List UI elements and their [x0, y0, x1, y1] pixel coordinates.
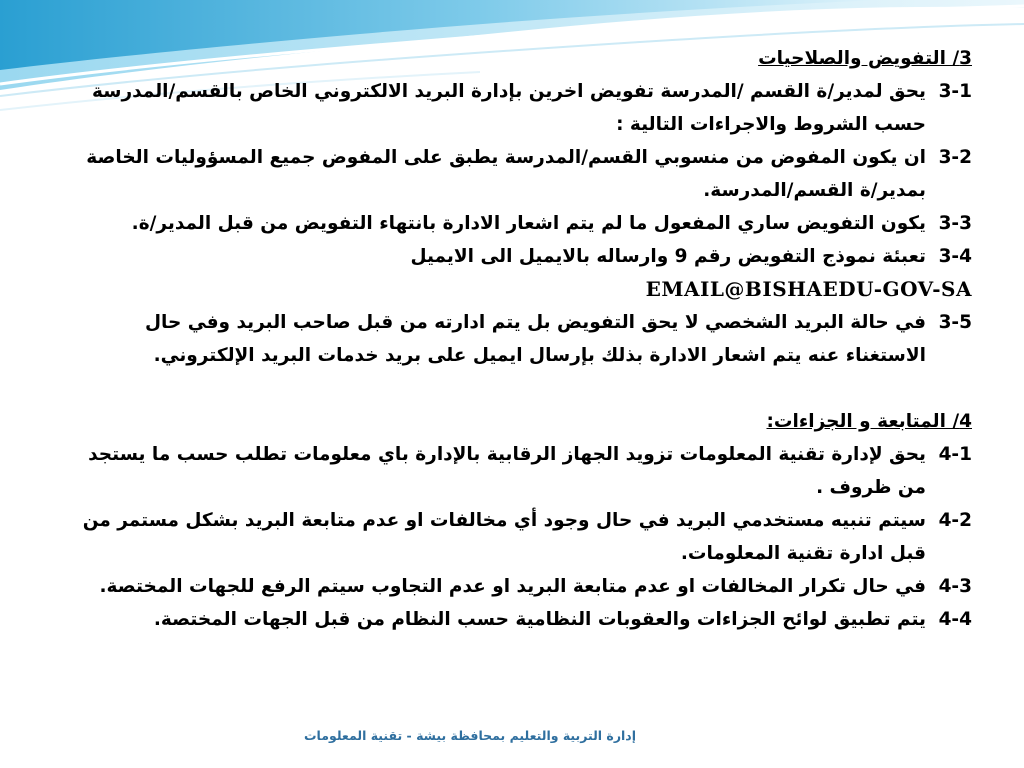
list-item-4-2 — [70, 504, 972, 570]
document-content — [70, 42, 972, 636]
item-number: 3-1 — [938, 81, 972, 102]
item-number: 3-5 — [938, 312, 972, 333]
item-number: 3-4 — [938, 246, 972, 267]
item-number: 4-3 — [938, 576, 972, 597]
list-item-4-4 — [70, 603, 972, 636]
list-item-3-4 — [70, 240, 972, 273]
item-text: يحق لإدارة تقنية المعلومات تزويد الجهاز الرقابية بالإدارة باي معلومات تطلب حسب ما يستجد من ظروف . — [88, 444, 926, 498]
item-text: ان يكون المفوض من منسوبي القسم/المدرسة يطبق على المفوض جميع المسؤوليات الخاصة بمدير/ة القسم/المدرسة. — [86, 147, 926, 201]
footer-text: إدارة التربية والتعليم بمحافظة بيشة - تقنية المعلومات — [304, 728, 636, 743]
item-number: 4-1 — [938, 444, 972, 465]
list-item-3-2 — [70, 141, 972, 207]
item-text: في حال تكرار المخالفات او عدم متابعة البريد او عدم التجاوب سيتم الرفع للجهات المختصة. — [99, 576, 926, 597]
email-address: EMAIL@BISHAEDU-GOV-SA — [645, 277, 972, 301]
section-4-heading: 4/ المتابعة و الجزاءات: — [766, 411, 972, 432]
list-item-4-1 — [70, 438, 972, 504]
list-item-3-3 — [70, 207, 972, 240]
section-3-heading: 3/ التفويض والصلاحيات — [758, 48, 972, 69]
item-number: 4-4 — [938, 609, 972, 630]
item-text: يكون التفويض ساري المفعول ما لم يتم اشعار الادارة بانتهاء التفويض من قبل المدير/ة. — [131, 213, 926, 234]
item-text: سيتم تنبيه مستخدمي البريد في حال وجود أي مخالفات او عدم متابعة البريد بشكل مستمر من قبل ادارة تقنية المعلومات. — [82, 510, 926, 564]
item-text: في حالة البريد الشخصي لا يحق التفويض بل يتم ادارته من قبل صاحب البريد وفي حال الاستغناء عنه يتم اشعار الادارة بذلك بإرسال ايميل على بريد خدمات البريد الإلكتروني. — [144, 312, 926, 366]
item-number: 3-3 — [938, 213, 972, 234]
item-text: تعبئة نموذج التفويض رقم 9 وارساله بالايميل الى الايميل — [410, 246, 926, 267]
item-text: يحق لمدير/ة القسم /المدرسة تفويض اخرين بإدارة البريد الالكتروني الخاص بالقسم/المدرسة حسب الشروط والاجراءات التالية : — [92, 81, 926, 135]
item-number: 3-2 — [938, 147, 972, 168]
list-item-4-3 — [70, 570, 972, 603]
spacer — [70, 372, 972, 405]
list-item-3-1 — [70, 75, 972, 141]
item-number: 4-2 — [938, 510, 972, 531]
item-text: يتم تطبيق لوائح الجزاءات والعقوبات النظامية حسب النظام من قبل الجهات المختصة. — [153, 609, 926, 630]
list-item-3-5 — [70, 306, 972, 372]
